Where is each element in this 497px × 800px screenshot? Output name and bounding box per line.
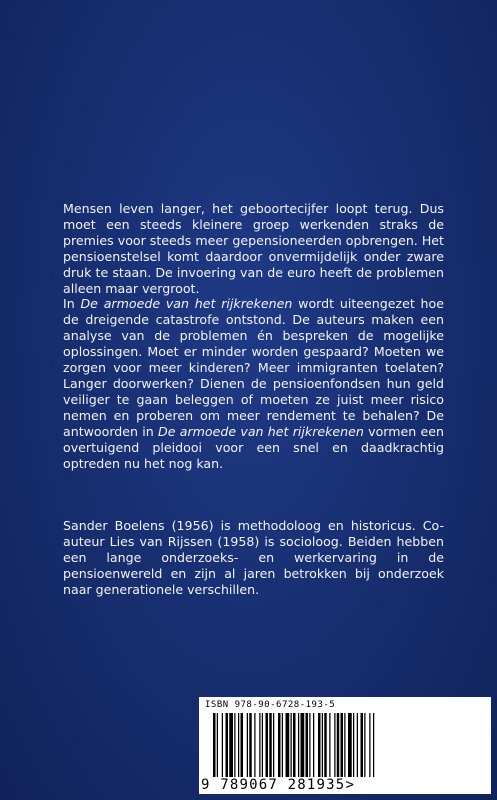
barcode-bar xyxy=(266,713,269,777)
barcode-number: 9 789067 281935 xyxy=(201,777,346,793)
paragraph-2-middle: wordt uiteengezet hoe de dreigende catastrofe ontstond. De auteurs maken een analyse van de problemen én bespreken de mogelijke oplossingen. Moet er minder worden gespaard? Moeten we zorgen voor meer kinderen? Meer immigranten toelaten? Langer doorwerken? Dienen de pensioenfondsen hun geld veiliger te gaan beleggen of moeten ze juist meer risico nemen en proberen om meer rendement te behalen? De antwoorden in xyxy=(63,296,444,439)
barcode-bar xyxy=(234,713,235,777)
barcode-bar xyxy=(269,713,272,777)
barcode-bar xyxy=(361,713,364,777)
barcode-bar xyxy=(262,713,263,777)
barcode-bar xyxy=(293,713,296,777)
barcode-bar xyxy=(334,713,335,777)
barcode-bar xyxy=(324,713,327,777)
barcode-bar xyxy=(222,713,223,777)
isbn-label: ISBN 978-90-6728-193-5 xyxy=(205,700,336,710)
barcode-bar xyxy=(364,713,365,777)
barcode-bar xyxy=(309,713,310,777)
barcode-bar xyxy=(278,713,281,777)
barcode-quiet-zone-mark: > xyxy=(345,777,356,793)
barcode-digits xyxy=(201,777,487,793)
barcode-bar xyxy=(226,713,229,777)
paragraph-2-intro: In xyxy=(63,296,81,311)
barcode-bar xyxy=(301,713,305,777)
barcode-bar xyxy=(329,713,330,777)
barcode-bar xyxy=(238,713,239,777)
paragraph-2-end: vormen een overtuigend pleidooi voor een snel en daadkrachtig optreden nu het nog kan. xyxy=(63,424,444,471)
barcode-bar xyxy=(254,713,255,777)
blurb-paragraph-1: Mensen leven langer, het geboortecijfer loopt terug. Dus moet een steeds kleinere groep werkenden straks de premies voor steeds meer gepensioneerden opbrengen. Het pensioenstelsel komt daardoor onvermijdelijk onder zware druk te staan. De invoering van de euro heeft de problemen alleen maar vergroot. xyxy=(63,201,444,296)
blurb-paragraph-2 xyxy=(63,296,444,472)
barcode-bar xyxy=(353,713,354,777)
barcode-bar xyxy=(273,713,274,777)
barcode-bar xyxy=(357,713,358,777)
book-title-italic-repeat: De armoede van het rijkrekenen xyxy=(158,424,364,439)
barcode-bar xyxy=(291,713,292,777)
barcode-bar xyxy=(282,713,283,777)
barcode-bar xyxy=(259,713,260,777)
barcode-bar xyxy=(313,713,314,777)
barcode-bar xyxy=(373,713,374,777)
barcode-bar xyxy=(217,713,218,777)
barcode-bar xyxy=(369,713,370,777)
barcode-bar xyxy=(318,713,321,777)
barcode-bar xyxy=(306,713,309,777)
barcode-bar xyxy=(247,713,248,777)
barcode-bar xyxy=(298,713,299,777)
barcode-bar xyxy=(337,713,340,777)
barcode-bar xyxy=(229,713,233,777)
barcode-bar xyxy=(341,713,344,777)
barcode-bar xyxy=(322,713,323,777)
barcode-bar xyxy=(286,713,290,777)
barcode-bar xyxy=(249,713,252,777)
author-bio-paragraph: Sander Boelens (1956) is methodoloog en historicus. Co-auteur Lies van Rijssen (1958) is socioloog. Beiden hebben een lange onderzoeks- en werkervaring in de pensioenwereld en zijn al jaren betrokken bij onderzoek naar generationele verschillen. xyxy=(63,518,444,597)
book-title-italic: De armoede van het rijkrekenen xyxy=(80,296,293,311)
barcode-bar xyxy=(213,713,216,777)
barcode-bar xyxy=(344,713,345,777)
barcode-bar xyxy=(348,713,352,777)
barcode-bar xyxy=(241,713,244,777)
barcode-box xyxy=(199,697,491,794)
barcode-bars xyxy=(213,713,479,777)
